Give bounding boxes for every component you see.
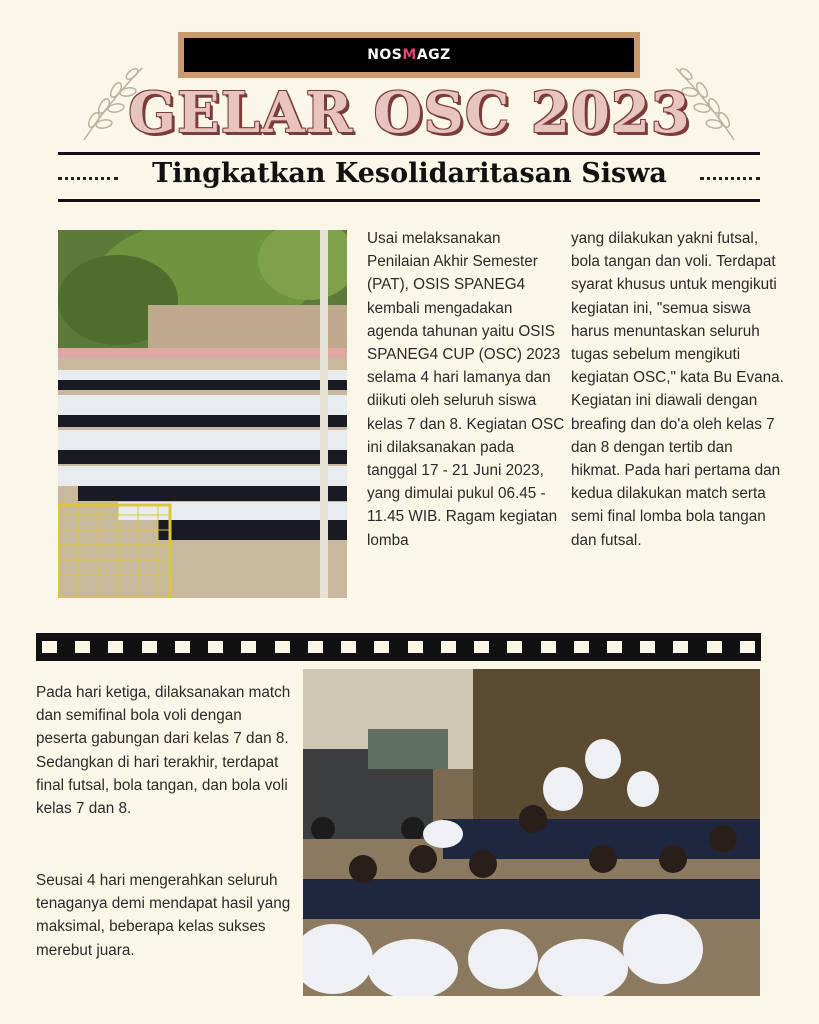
brand-text-part2: AGZ [416,47,451,63]
film-hole [740,641,755,653]
film-hole [574,641,589,653]
film-strip-divider [36,633,761,661]
film-hole [507,641,522,653]
film-hole [541,641,556,653]
brand-text-m: M [402,47,417,63]
film-hole [341,641,356,653]
divider-line [58,152,760,155]
film-hole [142,641,157,653]
film-hole [673,641,688,653]
photo-students-seated [303,669,760,996]
film-hole [441,641,456,653]
film-hole [408,641,423,653]
film-hole [42,641,57,653]
page-subtitle: Tingkatkan Kesolidaritasan Siswa [152,158,667,189]
film-hole [707,641,722,653]
brand-banner [178,32,640,78]
article-column-4: Seusai 4 hari mengerahkan seluruh tenaganya demi mendapat hasil yang maksimal, beberapa kelas sukses merebut juara. [36,872,291,959]
film-hole [241,641,256,653]
film-hole [175,641,190,653]
brand-bar [184,38,634,72]
film-hole [108,641,123,653]
film-hole [374,641,389,653]
film-hole [308,641,323,653]
film-hole [208,641,223,653]
brand-text-part1: NOS [367,47,403,63]
film-hole [474,641,489,653]
divider-line [58,199,760,202]
article-column-2: yang dilakukan yakni futsal, bola tangan dan voli. Terdapat syarat khusus untuk mengikuti kegiatan ini, "semua siswa harus menuntaskan seluruh tugas sebelum mengikuti kegiatan OSC," kata Bu Evana. Kegiatan ini diawali dengan breafing dan do'a oleh kelas 7 dan 8 dengan tertib dan hikmat. Pada hari pertama dan kedua dilakukan match serta semi final lomba bola tangan dan futsal. [571,230,784,549]
film-hole [275,641,290,653]
brand-logo [367,47,451,63]
photo-students-assembly [58,230,347,598]
film-hole [640,641,655,653]
film-hole [75,641,90,653]
article-column-1: Usai melaksanakan Penilaian Akhir Semester (PAT), OSIS SPANEG4 kembali mengadakan agenda tahunan yaitu OSIS SPANEG4 CUP (OSC) 2023 selama 4 hari lamanya dan diikuti oleh seluruh siswa kelas 7 dan 8. Kegiatan OSC ini dilaksanakan pada tanggal 17 - 21 Juni 2023, yang dimulai pukul 06.45 - 11.45 WIB. Ragam kegiatan lomba [367,230,565,549]
article-column-3: Pada hari ketiga, dilaksanakan match dan semifinal bola voli dengan peserta gabungan dari kelas 7 dan 8. Sedangkan di hari terakhir, terdapat final futsal, bola tangan, dan bola voli kelas 7 dan 8. [36,684,291,818]
dotted-divider [700,177,760,181]
page-title: GELAR OSC 2023 [128,80,691,146]
film-hole [607,641,622,653]
